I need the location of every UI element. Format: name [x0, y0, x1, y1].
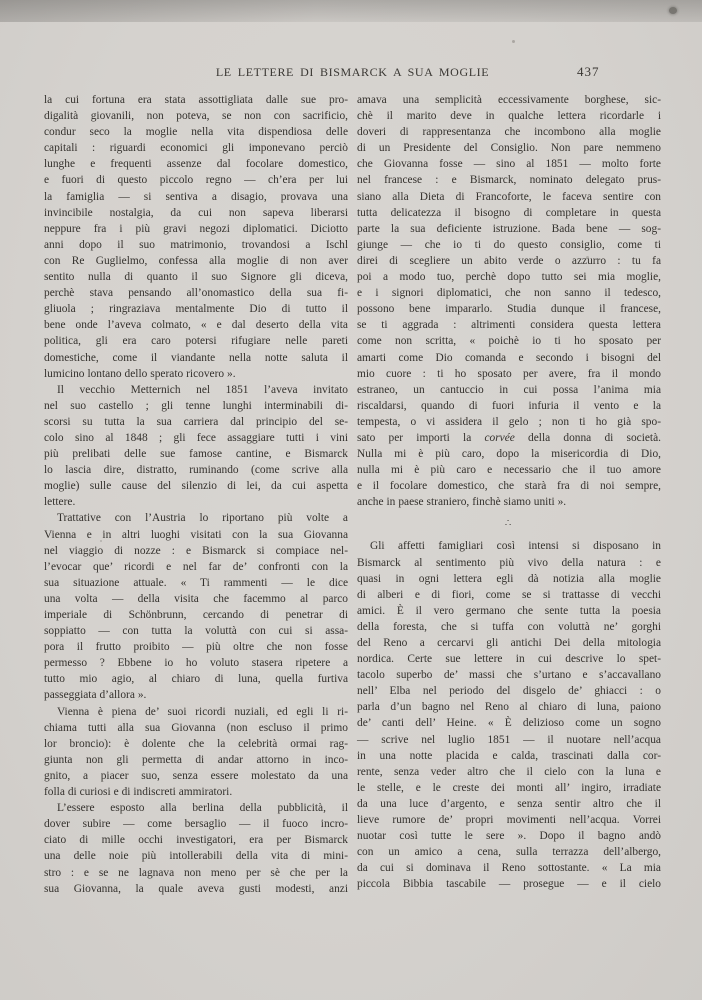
text-line: amava una semplicità eccessivamente borghese, sic- — [357, 94, 661, 106]
text-line: lettere. — [44, 496, 76, 509]
text-line: capitali : riguardi economici gli imponevano perciò — [44, 142, 348, 155]
text-line: possono bene impararlo. Studia dunque il francese, — [357, 303, 661, 316]
paragraph — [44, 704, 348, 801]
text-line: di un Presidente del Consiglio. Non pare nemmeno — [357, 142, 661, 155]
page-number: 437 — [577, 64, 600, 79]
text-line: una delle noie più intollerabili della vita di mini- — [44, 850, 348, 863]
text-line: la cui fortuna era stata assottigliata dalle sue pro- — [44, 94, 348, 106]
paragraph — [357, 538, 661, 892]
text-line: tutto mio agio, al chiaro di luna, quella furtiva — [44, 673, 348, 686]
text-line: nell’ Elba nel periodo del disgelo de’ ghiacci : o — [357, 685, 661, 698]
text-line: piccola Bibbia tascabile — prosegue — e il cielo — [357, 878, 661, 891]
ink-speck — [512, 40, 515, 43]
text-line: lo lascia dire, distratto, ruminando (come scrive alla — [44, 464, 348, 477]
text-line: Gli affetti famigliari così intensi si disposano in — [370, 540, 661, 553]
text-line: Bismarck al sentimento più vivo della natura : e — [357, 556, 661, 569]
page-header — [44, 65, 661, 83]
ink-speck — [669, 7, 677, 14]
text-line: amici. È il vero germano che sente tutta la poesia — [357, 604, 661, 617]
text-line: del Reno a cercarvi gli antichi Dei della mitologia — [357, 637, 661, 649]
text-line: invincibile nostalgia, da cui non sapeva liberarsi — [44, 206, 348, 219]
text-line: nel francese : e Bismarck, nominato delegato prus- — [357, 174, 661, 187]
running-title: LE LETTERE DI BISMARCK A SUA MOGLIE — [215, 65, 490, 79]
text-line: lieve rumore de’ propri movimenti nell’acqua. Vorrei — [357, 814, 661, 827]
paragraph — [44, 510, 348, 703]
text-line: sentito nulla di quanto il suo Signore gli diceva, — [44, 271, 348, 284]
text-line: estraneo, un cantuccio in cui possa l’anima mia — [357, 383, 661, 396]
text-line: in una notte placida e calda, trascinati dalla cor- — [357, 749, 661, 762]
text-line: della foresta, che si tuffa con voluttà ne’ gorghi — [357, 620, 661, 633]
text-line: tacolo superbo de’ massi che s’urtano e s’accavallano — [357, 669, 661, 682]
text-line: mio cuore : ti ho sposato per avere, fra il mondo — [357, 367, 661, 380]
text-line: perchè stava pensando all’onomastico della sua fi- — [44, 287, 348, 300]
text-line: con un amico a cena, sulla terrazza dell’albergo, — [357, 846, 661, 859]
text-line: L’essere esposto alla berlina della pubblicità, il — [57, 802, 348, 815]
text-line: gliuola ; ringraziava mentalmente Dio di tutto il — [44, 303, 348, 316]
text-line: Vienna e in altri luoghi visitati con la sua Giovanna — [44, 528, 348, 541]
text-line: come non scritta, « poichè io ti ho sposato per — [357, 335, 661, 348]
text-line: quasi in ogni lettera egli dà notizia alla moglie — [357, 572, 661, 585]
text-line: condur seco la moglie nella vita dispendiosa delle — [44, 126, 348, 139]
paragraph — [44, 800, 348, 897]
text-line: domestiche, come il viandante nella notte saluta il — [44, 351, 348, 364]
text-line: nulla mi è più caro e necessario che il tuo amore — [357, 464, 661, 477]
text-line: imperiale di Schönbrunn, cercando di penetrar di — [44, 609, 348, 621]
scan-edge-shadow — [0, 0, 702, 22]
text-line: lunghe e frequenti assenze dal focolare domestico, — [44, 158, 348, 171]
text-line: digalità giovanili, non poteva, se non con sacrificio, — [44, 110, 348, 123]
text-line: tempesta, o vi assidera il gelo ; non ti ho già spo- — [357, 415, 661, 428]
text-line: se ti aggrada : altrimenti considera questa lettera — [357, 319, 661, 332]
text-line: giunge — che io ti do questo consiglio, come ti — [357, 238, 661, 251]
text-line: anche in paese straniero, finchè siamo uniti ». — [357, 496, 567, 509]
text-line: bene onde l’aveva colmato, « e dal deserto della vita — [44, 319, 348, 332]
text-line: giunta non gli permetta di andar attorno in inco- — [44, 753, 348, 766]
text-line: scorsi su tutta la sua carriera dal principio del se- — [44, 415, 348, 428]
text-line: e i signori diplomatici, che non sanno il tedesco, — [357, 287, 661, 300]
text-line: rente, senza veder altro che il cielo con la luna e — [357, 765, 661, 778]
text-column-right — [357, 92, 661, 893]
text-line: sato per importi la corvée della donna di società. — [357, 431, 661, 444]
text-line: parte la sua deficiente istruzione. Bada bene — sog- — [357, 222, 661, 235]
text-line: anni dopo il suo matrimonio, trovandosi a Ischl — [44, 238, 348, 251]
text-line: siano alla Dieta di Francoforte, le faceva sentire con — [357, 190, 661, 203]
text-line: — scrive nel luglio 1851 — il nuotare nell’acqua — [357, 733, 661, 746]
text-line: folla di curiosi e di indiscreti ammiratori. — [44, 786, 233, 799]
text-line: tutta delicatezza il bisogno di completare in questa — [357, 206, 661, 219]
text-line: riscaldarsi, quando di fuori infuria il vento e la — [357, 399, 661, 412]
text-line: pora il frutto proibito — più oltre che non fosse — [44, 641, 348, 654]
text-line: con Re Guglielmo, confessa alla moglie di non aver — [44, 254, 348, 267]
text-line: de’ canti dell’ Heine. « È delizioso come un sogno — [357, 717, 661, 730]
text-line: sua Giovanna, la quale aveva gusti modesti, anzi — [44, 882, 348, 895]
text-line: doveri di rappresentanza che incombono alla moglie — [357, 126, 661, 139]
text-line: stro : e se ne lagnava non meno per sè che per la — [44, 866, 348, 879]
text-block — [44, 92, 661, 897]
text-column-left — [44, 92, 348, 897]
text-line: chè il marito deve in qualche lettera ricordarle i — [357, 110, 661, 123]
paragraph — [44, 92, 348, 382]
text-line: passeggiata d’allora ». — [44, 689, 147, 702]
text-line: da una luce d’argento, e senza sentir altro che il — [357, 797, 661, 810]
text-line: Il vecchio Metternich nel 1851 l’aveva invitato — [57, 383, 348, 396]
text-line: nel suo castello ; gli tenne lunghi interminabili di- — [44, 399, 348, 412]
text-line: di alberi e di fiori, come se si trattasse di vecchi — [357, 588, 661, 601]
text-line: dover subire — come bersaglio — il fuoco incro- — [44, 818, 348, 831]
text-line: Nulla mi è più caro, dopo la misericordia di Dio, — [357, 448, 661, 461]
text-line: Vienna è piena de’ suoi ricordi nuziali, ed egli li ri- — [57, 705, 348, 718]
text-line: l’evocar que’ ricordi e nel far de’ confronti con la — [44, 560, 348, 573]
text-line: ciato di mille occhi investigatori, era per Bismarck — [44, 834, 348, 847]
text-line: nordica. Certe sue lettere in cui descrive lo spet- — [357, 653, 661, 666]
text-line: le stelle, e le creste dei monti all’ ingiro, irradiate — [357, 781, 661, 794]
text-line: nel viaggio di nozze : e Bismarck si compiace nel- — [44, 544, 348, 557]
text-line: e fuori di questo piccolo regno — ch’era per lui — [44, 174, 348, 187]
text-line: lumicino lontano dello sperato ricovero ». — [44, 367, 236, 380]
text-line: moglie) sulle cause del silenzio di lei, da cui aspetta — [44, 480, 348, 493]
text-line: chiama tutti alla sua Giovanna (non escluso il primo — [44, 721, 348, 734]
text-line: poi a modo tuo, perchè dopo tutto sei mia moglie, — [357, 271, 661, 284]
text-line: parla d’un bagno nel Reno al chiaro di luna, paiono — [357, 701, 661, 714]
text-line: e il focolare domestico, che starà fra di noi sempre, — [357, 480, 661, 493]
text-line: più prelibati delle sue famose cantine, e Bismarck — [44, 448, 348, 461]
text-line: che Giovanna fosse — sino al 1851 — molto forte — [357, 158, 661, 171]
text-line: Trattative con l’Austria lo riportano più volte a — [57, 512, 348, 525]
text-line: da cui si dominava il Reno sottostante. « La mia — [357, 862, 661, 875]
text-line: politica, gli era caro potersi rifugiare nelle pareti — [44, 335, 348, 348]
paragraph — [357, 92, 661, 510]
section-separator-asterism: ∴ — [504, 518, 514, 530]
paragraph — [44, 382, 348, 511]
text-line: lor broncio): è dolente che la celebrità ormai rag- — [44, 737, 348, 750]
text-line: neppure fra i più gravi negozi diplomatici. Diciotto — [44, 222, 348, 235]
text-line: colo sino al 1848 ; gli fece assaggiare tutti i vini — [44, 431, 348, 444]
text-line: la famiglia — si sentiva a disagio, provava una — [44, 190, 348, 203]
text-line: direi di scegliere un abito verde o azzurro : tu fa — [357, 254, 661, 267]
text-line: gnito, a piacer suo, senza essere molestato da una — [44, 769, 348, 782]
text-line: sua situazione attuale. « Ti rammenti — le dice — [44, 576, 348, 589]
text-line: soppiatto — con tutta la voluttà con cui si assa- — [44, 625, 348, 638]
text-line: amarti come Dio comanda e secondo i bisogni del — [357, 351, 661, 364]
text-line: nuotar così tutte le sere ». Dopo il bagno andò — [357, 830, 661, 843]
text-line: permesso ? Ebbene io ho voluto stasera ripetere a — [44, 657, 348, 670]
text-line: una volta — della visita che facemmo al parco — [44, 592, 348, 605]
